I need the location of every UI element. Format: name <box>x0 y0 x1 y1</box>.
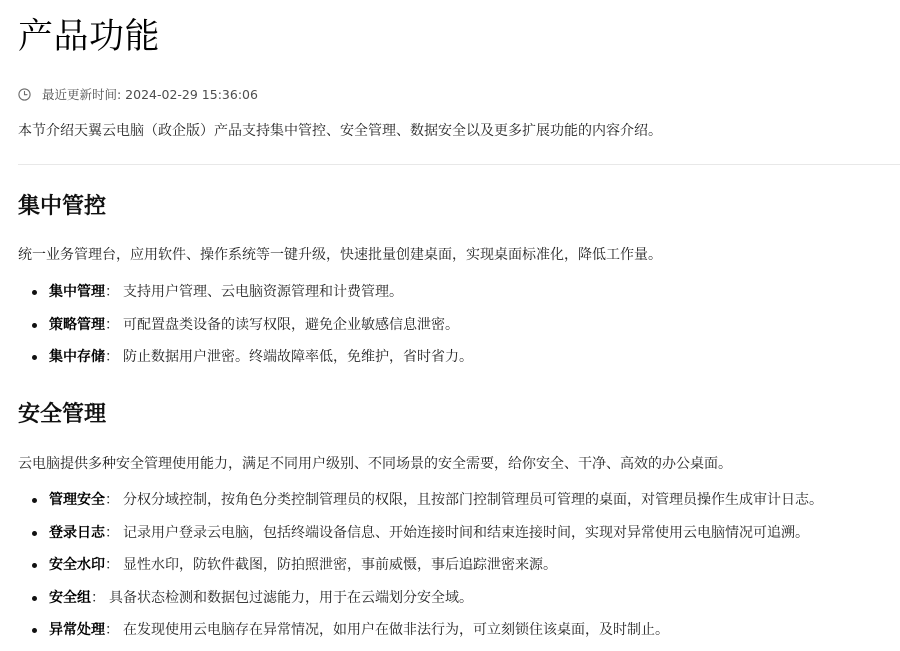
list-item <box>18 280 473 313</box>
list-item-term: 安全组 <box>49 589 91 606</box>
section-description-security-management: 云电脑提供多种安全管理使用能力，满足不同用户级别、不同场景的安全需要，给你安全、干净、高效的办公桌面。 <box>18 456 732 472</box>
list-item-text: 分权分域控制，按角色分类控制管理员的权限，且按部门控制管理员可管理的桌面，对管理员操作生成审计日志。 <box>123 492 823 508</box>
list-item <box>18 345 473 378</box>
list-item-text: 记录用户登录云电脑，包括终端设备信息、开始连接时间和结束连接时间，实现对异常使用云电脑情况可追溯。 <box>123 524 809 541</box>
bullet-dot <box>32 596 37 601</box>
list-item-separator: ： <box>105 492 119 508</box>
list-item-text: 可配置盘类设备的读写权限，避免企业敏感信息泄密。 <box>123 316 459 333</box>
list-item-term: 异常处理 <box>49 622 105 638</box>
bullet-dot <box>32 355 37 360</box>
list-item <box>18 586 823 619</box>
bullet-dot <box>32 498 37 503</box>
bullet-dot <box>32 628 37 633</box>
section-heading-centralized-control: 集中管控 <box>18 194 107 219</box>
list-item-text: 具备状态检测和数据包过滤能力，用于在云端划分安全域。 <box>109 589 473 606</box>
list-item-term: 集中存储 <box>49 349 105 365</box>
list-item-term: 安全水印 <box>49 557 105 573</box>
feature-list-centralized-control <box>18 280 473 378</box>
list-item <box>18 488 823 521</box>
list-item-separator: ： <box>105 284 119 300</box>
list-item-text: 显性水印，防软件截图，防拍照泄密，事前威慑，事后追踪泄密来源。 <box>123 557 557 573</box>
list-item-separator: ： <box>105 622 119 638</box>
list-item-text: 防止数据用户泄密。终端故障率低，免维护，省时省力。 <box>123 349 473 365</box>
feature-list-security-management <box>18 488 823 651</box>
section-heading-security-management: 安全管理 <box>18 402 107 427</box>
list-item-text: 在发现使用云电脑存在异常情况，如用户在做非法行为，可立刻锁住该桌面，及时制止。 <box>123 622 669 638</box>
bullet-dot <box>32 531 37 536</box>
section-description-centralized-control: 统一业务管理台，应用软件、操作系统等一键升级，快速批量创建桌面，实现桌面标准化，降低工作量。 <box>18 247 662 263</box>
bullet-dot <box>32 563 37 568</box>
list-item-term: 管理安全 <box>49 492 105 508</box>
clock-icon <box>18 88 31 101</box>
list-item-term: 策略管理 <box>49 316 105 333</box>
last-updated-text: 最近更新时间: 2024-02-29 15:36:06 <box>42 87 258 102</box>
list-item-separator: ： <box>105 349 119 365</box>
last-updated <box>18 84 258 104</box>
bullet-dot <box>32 290 37 295</box>
list-item-separator: ： <box>91 589 105 606</box>
list-item-separator: ： <box>105 316 119 333</box>
list-item <box>18 553 823 586</box>
list-item <box>18 618 823 651</box>
list-item <box>18 313 473 346</box>
list-item-text: 支持用户管理、云电脑资源管理和计费管理。 <box>123 284 403 300</box>
list-item-separator: ： <box>105 524 119 541</box>
list-item-term: 集中管理 <box>49 284 105 300</box>
page-title: 产品功能 <box>18 17 161 57</box>
divider <box>18 164 900 165</box>
intro-paragraph: 本节介绍天翼云电脑（政企版）产品支持集中管控、安全管理、数据安全以及更多扩展功能的内容介绍。 <box>18 123 662 139</box>
list-item <box>18 521 823 554</box>
list-item-term: 登录日志 <box>49 524 105 541</box>
list-item-separator: ： <box>105 557 119 573</box>
bullet-dot <box>32 323 37 328</box>
